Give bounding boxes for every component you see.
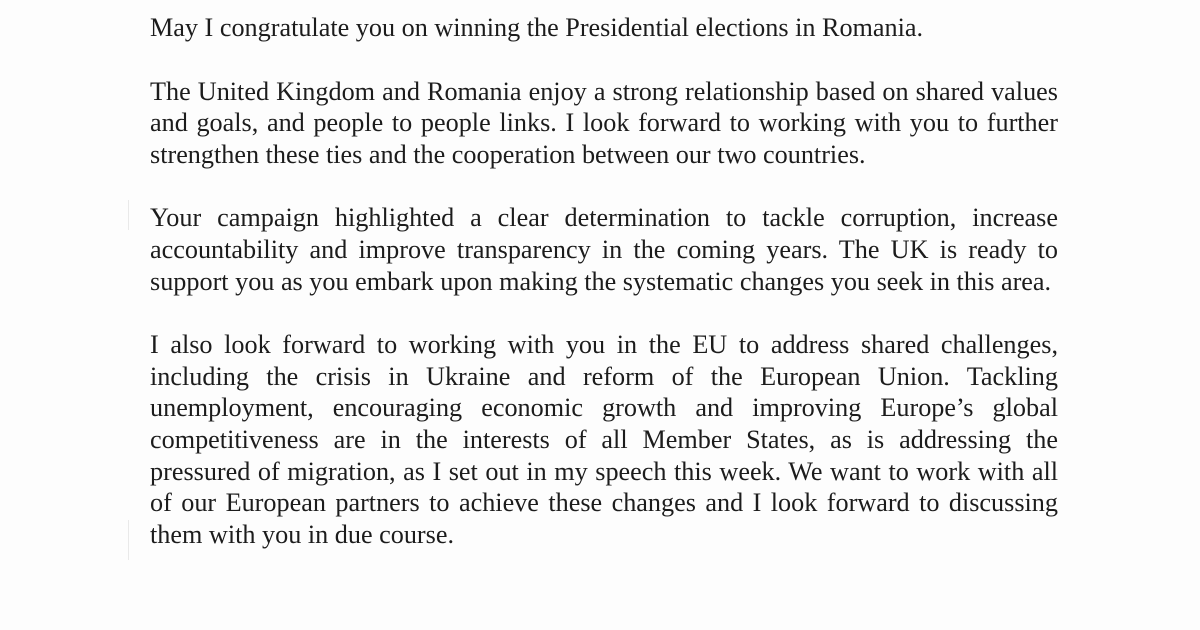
scan-artifact: [128, 200, 129, 230]
letter-body: [150, 12, 1058, 582]
letter-paragraph-campaign: Your campaign highlighted a clear determination to tackle corruption, increase accountability and improve transparency in the coming years. The UK is ready to support you as you embark upon making the systematic changes you seek in this area.: [150, 203, 1058, 296]
letter-paragraph-eu-cooperation: I also look forward to working with you in the EU to address shared challenges, including the crisis in Ukraine and reform of the European Union. Tackling unemployment, encouraging economic growth and improving Europe’s global competitiveness are in the interests of all Member States, as is addressing the pressured of migration, as I set out in my speech this week. We want to work with all of our European partners to achieve these changes and I look forward to discussing them with you in due course.: [150, 330, 1058, 549]
letter-paragraph-congratulations: May I congratulate you on winning the Presidential elections in Romania.: [150, 13, 924, 42]
scan-artifact: [128, 520, 129, 560]
letter-paragraph-relationship: The United Kingdom and Romania enjoy a strong relationship based on shared values and goals, and people to people links. I look forward to working with you to further strengthen these ties and the cooperation between our two countries.: [150, 76, 1058, 169]
